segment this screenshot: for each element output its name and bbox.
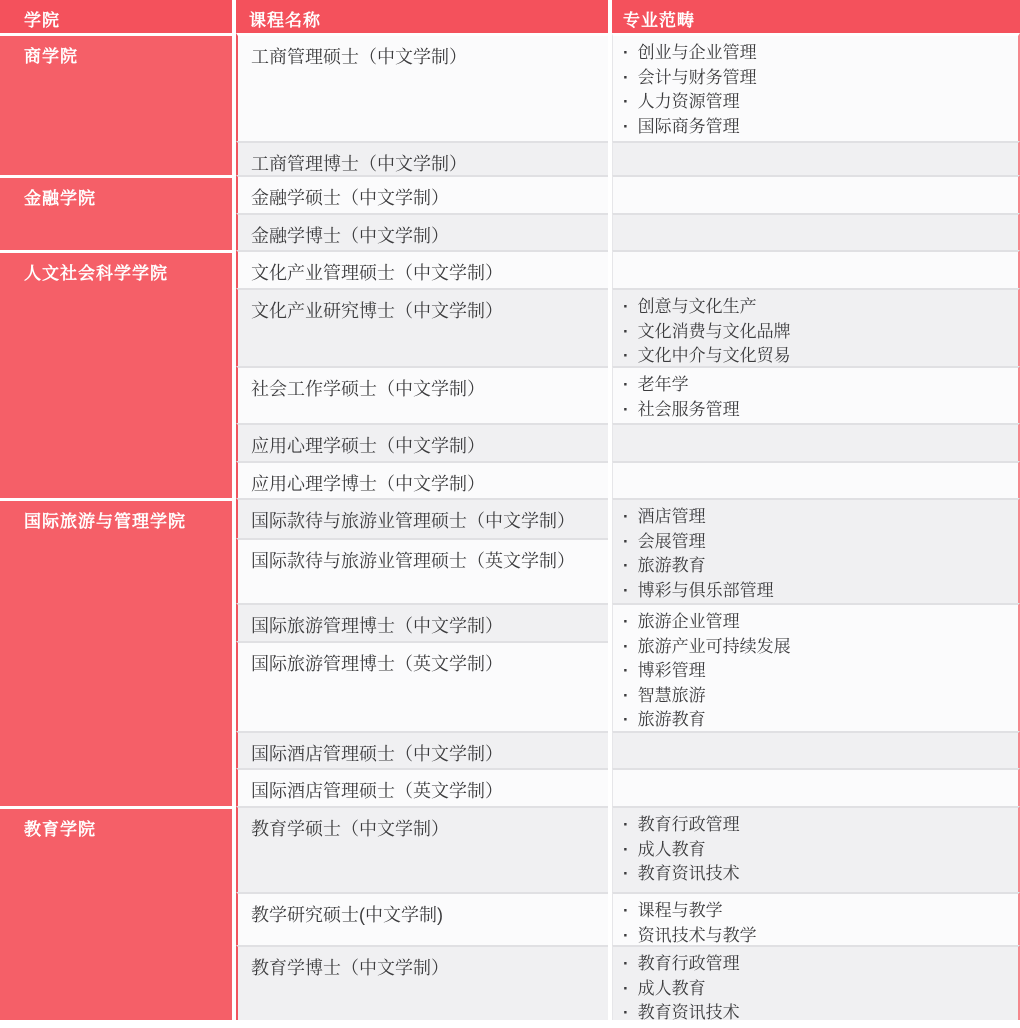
spec-cell bbox=[612, 461, 1020, 498]
spec-item: · 国际商务管理 bbox=[613, 115, 1012, 140]
spec-item: · 老年学 bbox=[613, 373, 1012, 398]
spec-item: · 文化消费与文化品牌 bbox=[613, 320, 1012, 345]
spec-cell bbox=[612, 892, 1020, 945]
spec-list bbox=[613, 505, 1012, 603]
course-cell: 国际款待与旅游业管理硕士（英文学制） bbox=[236, 538, 608, 603]
spec-item: · 文化中介与文化贸易 bbox=[613, 344, 1012, 366]
college-cell: 人文社会科学学院 bbox=[0, 250, 232, 498]
spec-item: · 教育资讯技术 bbox=[613, 1001, 1012, 1020]
spec-item: · 博彩管理 bbox=[613, 659, 1012, 684]
header-cell-college: 学院 bbox=[0, 0, 232, 33]
spec-list bbox=[613, 295, 1012, 366]
spec-cell bbox=[612, 33, 1020, 141]
course-cell: 工商管理硕士（中文学制） bbox=[236, 33, 608, 141]
course-cell: 教育学硕士（中文学制） bbox=[236, 806, 608, 892]
spec-cell bbox=[612, 141, 1020, 175]
spec-item: · 教育行政管理 bbox=[613, 813, 1012, 838]
spec-item: · 人力资源管理 bbox=[613, 90, 1012, 115]
spec-cell bbox=[612, 175, 1020, 213]
spec-item: · 会计与财务管理 bbox=[613, 66, 1012, 91]
course-cell: 金融学博士（中文学制） bbox=[236, 213, 608, 250]
course-cell: 国际旅游管理博士（英文学制） bbox=[236, 641, 608, 731]
spec-cell bbox=[612, 603, 1020, 731]
spec-item: · 课程与教学 bbox=[613, 899, 1012, 924]
spec-item: · 成人教育 bbox=[613, 977, 1012, 1002]
spec-cell bbox=[612, 213, 1020, 250]
header-cell-specialization: 专业范畴 bbox=[612, 0, 1020, 33]
spec-list bbox=[613, 41, 1012, 139]
spec-list bbox=[613, 952, 1012, 1020]
course-cell: 教育学博士（中文学制） bbox=[236, 945, 608, 1020]
college-cell: 国际旅游与管理学院 bbox=[0, 498, 232, 806]
spec-item: · 酒店管理 bbox=[613, 505, 1012, 530]
college-cell: 教育学院 bbox=[0, 806, 232, 1020]
spec-item: · 智慧旅游 bbox=[613, 684, 1012, 709]
spec-list bbox=[613, 373, 1012, 422]
header-cell-course: 课程名称 bbox=[236, 0, 608, 33]
spec-item: · 旅游产业可持续发展 bbox=[613, 635, 1012, 660]
course-cell: 国际酒店管理硕士（中文学制） bbox=[236, 731, 608, 768]
course-cell: 国际旅游管理博士（中文学制） bbox=[236, 603, 608, 641]
spec-item: · 教育行政管理 bbox=[613, 952, 1012, 977]
course-cell: 教学研究硕士(中文学制) bbox=[236, 892, 608, 945]
spec-cell bbox=[612, 366, 1020, 423]
spec-item: · 社会服务管理 bbox=[613, 398, 1012, 423]
course-cell: 文化产业研究博士（中文学制） bbox=[236, 288, 608, 366]
course-cell: 文化产业管理硕士（中文学制） bbox=[236, 250, 608, 288]
spec-list bbox=[613, 813, 1012, 887]
course-cell: 应用心理学硕士（中文学制） bbox=[236, 423, 608, 461]
course-cell: 工商管理博士（中文学制） bbox=[236, 141, 608, 175]
spec-item: · 旅游教育 bbox=[613, 554, 1012, 579]
spec-item: · 资讯技术与教学 bbox=[613, 924, 1012, 946]
spec-cell bbox=[612, 423, 1020, 461]
spec-item: · 创业与企业管理 bbox=[613, 41, 1012, 66]
spec-item: · 旅游企业管理 bbox=[613, 610, 1012, 635]
spec-item: · 成人教育 bbox=[613, 838, 1012, 863]
spec-list bbox=[613, 610, 1012, 731]
spec-cell bbox=[612, 945, 1020, 1020]
spec-item: · 旅游教育 bbox=[613, 708, 1012, 731]
spec-list bbox=[613, 899, 1012, 945]
course-cell: 金融学硕士（中文学制） bbox=[236, 175, 608, 213]
course-cell: 应用心理学博士（中文学制） bbox=[236, 461, 608, 498]
spec-cell bbox=[612, 768, 1020, 806]
course-cell: 社会工作学硕士（中文学制） bbox=[236, 366, 608, 423]
college-cell: 金融学院 bbox=[0, 175, 232, 250]
spec-item: · 创意与文化生产 bbox=[613, 295, 1012, 320]
spec-item: · 博彩与俱乐部管理 bbox=[613, 579, 1012, 604]
college-cell: 商学院 bbox=[0, 33, 232, 175]
spec-cell bbox=[612, 498, 1020, 603]
spec-cell bbox=[612, 806, 1020, 892]
course-cell: 国际款待与旅游业管理硕士（中文学制） bbox=[236, 498, 608, 538]
spec-item: · 会展管理 bbox=[613, 530, 1012, 555]
spec-cell bbox=[612, 288, 1020, 366]
course-cell: 国际酒店管理硕士（英文学制） bbox=[236, 768, 608, 806]
spec-cell bbox=[612, 731, 1020, 768]
spec-cell bbox=[612, 250, 1020, 288]
spec-item: · 教育资讯技术 bbox=[613, 862, 1012, 887]
